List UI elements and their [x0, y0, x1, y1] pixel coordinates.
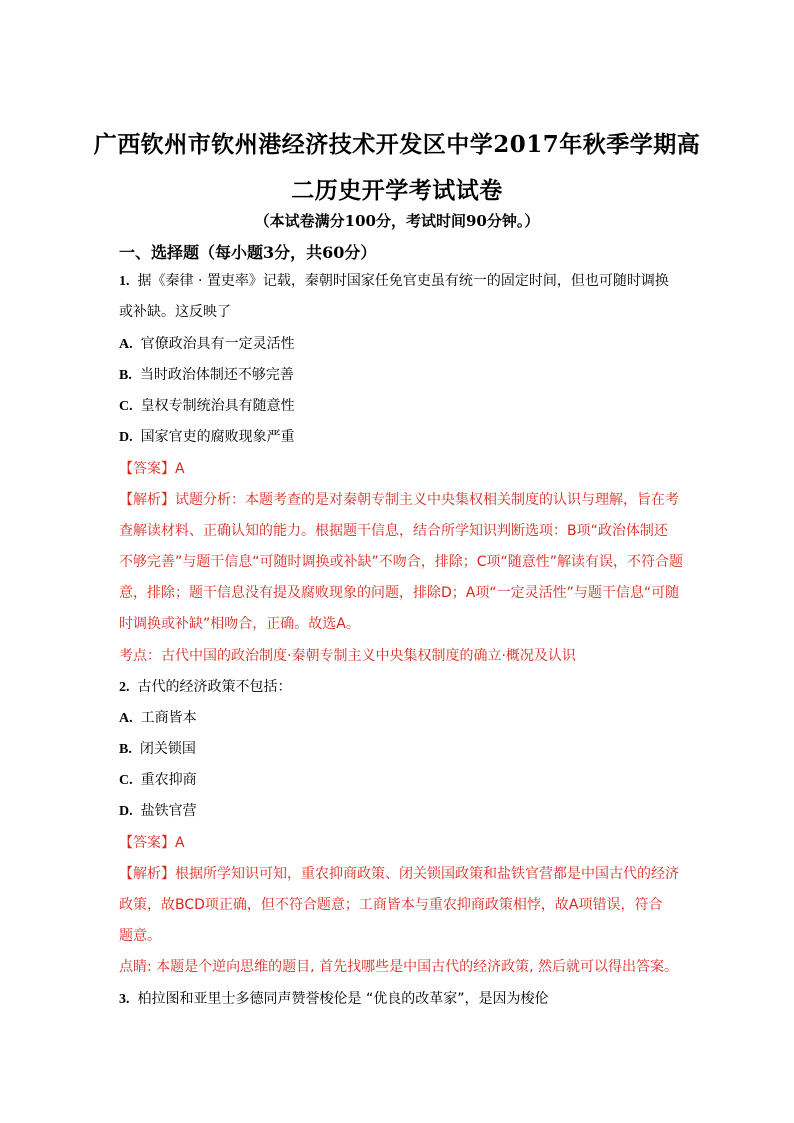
q2-option-a: A. 工商皆本: [119, 710, 197, 726]
section-heading: 一、选择题（每小题3分，共60分）: [119, 243, 377, 262]
q2-analysis-line3: 题意。: [119, 928, 161, 944]
q1-analysis-line4: 意，排除；题干信息没有提及腐败现象的问题，排除D；A项“一定灵活性”与题干信息“可随: [119, 585, 680, 601]
q1-option-c: C. 皇权专制统治具有随意性: [119, 398, 295, 414]
q2-option-b: B. 闭关锁国: [119, 741, 196, 757]
q2-stem: 2. 古代的经济政策不包括：: [119, 679, 292, 695]
q2-option-c: C. 重农抑商: [119, 772, 197, 788]
exam-subtitle: （本试卷满分100分，考试时间90分钟。）: [254, 212, 540, 230]
q2-analysis-line2: 政策，故BCD项正确，但不符合题意；工商皆本与重农抑商政策相悖，故A项错误，符合: [119, 897, 663, 913]
q1-stem-line2: 或补缺。这反映了: [119, 304, 231, 320]
exam-title-line2: 二历史开学考试试卷: [291, 177, 503, 204]
q1-analysis-line3: 不够完善”与题干信息“可随时调换或补缺”不吻合，排除；C项“随意性”解读有误，不符合题: [119, 554, 684, 570]
q3-number: 3.: [119, 992, 130, 1007]
q2-dianjing: 点睛: 本题是个逆向思维的题目, 首先找哪些是中国古代的经济政策, 然后就可以得出答案。: [119, 959, 678, 975]
q1-analysis-line2: 查解读材料、正确认知的能力。根据题干信息，结合所学知识判断选项：B项“政治体制还: [119, 523, 668, 539]
q3-stem: 3. 柏拉图和亚里士多德同声赞誉梭伦是 “优良的改革家”，是因为梭伦: [119, 991, 549, 1007]
q2-answer: 【答案】A: [119, 835, 185, 851]
q1-kaodian: 考点：古代中国的政治制度·秦朝专制主义中央集权制度的确立·概况及认识: [119, 648, 576, 664]
q1-option-b: B. 当时政治体制还不够完善: [119, 367, 294, 383]
q1-number: 1.: [119, 274, 130, 289]
exam-title-line1: 广西钦州市钦州港经济技术开发区中学2017年秋季学期高: [93, 131, 701, 158]
q2-analysis-line1: 【解析】根据所学知识可知，重农抑商政策、闭关锁国政策和盐铁官营都是中国古代的经济: [119, 866, 679, 882]
q1-analysis-line5: 时调换或补缺”相吻合，正确。故选A。: [119, 616, 360, 632]
q1-option-d: D. 国家官吏的腐败现象严重: [119, 429, 295, 445]
q1-analysis-line1: 【解析】试题分析：本题考查的是对秦朝专制主义中央集权相关制度的认识与理解，旨在考: [119, 492, 679, 508]
q1-answer: 【答案】A: [119, 461, 185, 477]
q1-option-a: A. 官僚政治具有一定灵活性: [119, 336, 295, 352]
q1-stem-line1: 1. 据《秦律 · 置吏率》记载，秦朝时国家任免官吏虽有统一的固定时间，但也可随时调换: [119, 273, 669, 289]
q2-number: 2.: [119, 680, 130, 695]
q2-option-d: D. 盐铁官营: [119, 803, 197, 819]
